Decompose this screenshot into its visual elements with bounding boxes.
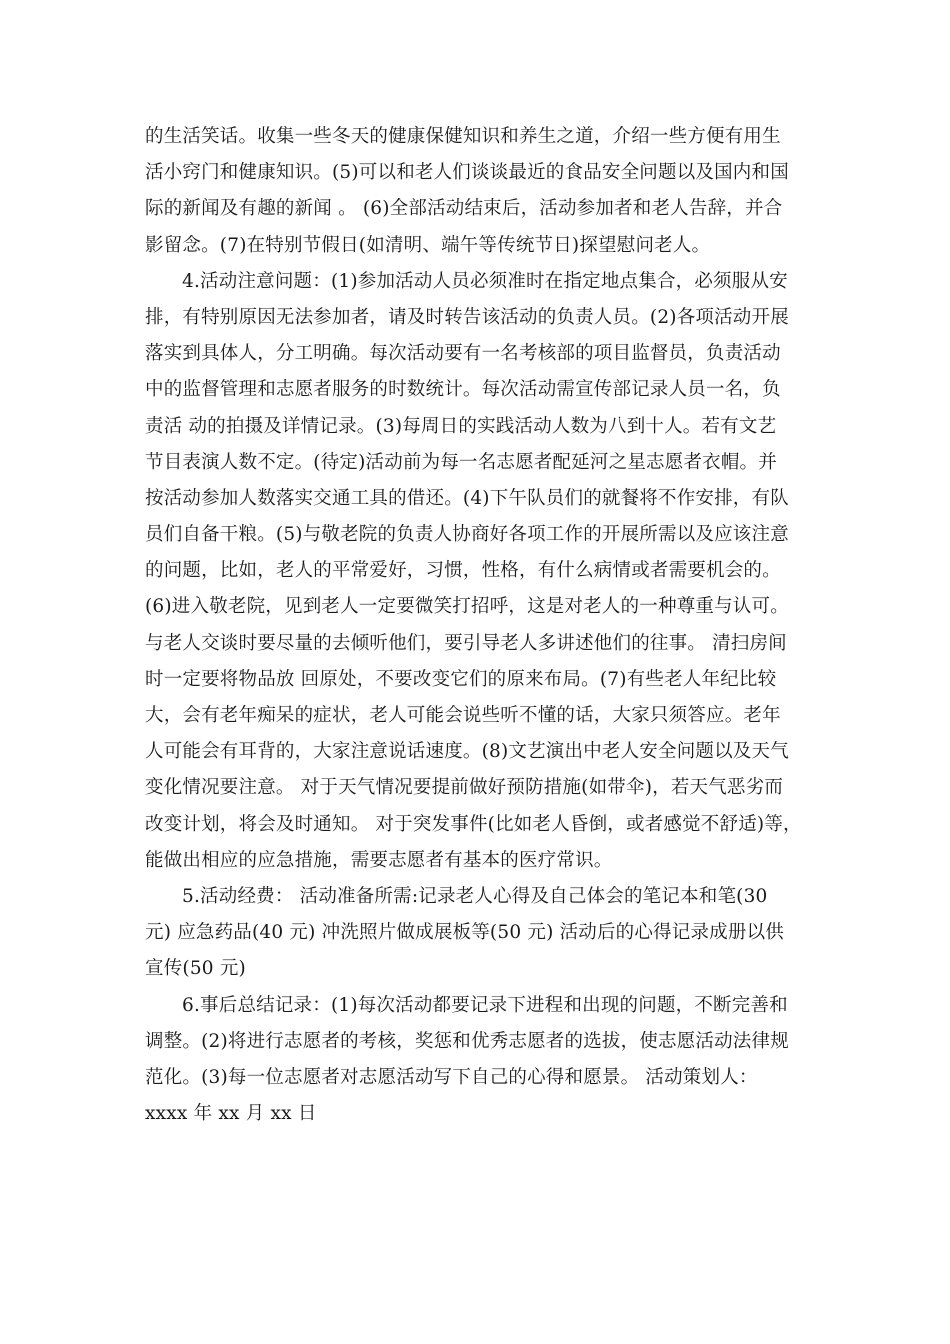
text-line: 按活动参加人数落实交通工具的借还。(4)下午队员们的就餐将不作安排，有队 <box>145 487 789 509</box>
text-line: 改变计划，将会及时通知。 对于突发事件(比如老人昏倒，或者感觉不舒适)等， <box>145 813 802 835</box>
paragraph-first-line: 4.活动注意问题：(1)参加活动人员必须准时在指定地点集合，必须服从安 <box>182 270 788 292</box>
text-line: 大，会有老年痴呆的症状，老人可能会说些听不懂的话，大家只须答应。老年 <box>145 705 781 726</box>
text-line: 宣传(50 元) <box>145 958 246 980</box>
text-line: 调整。(2)将进行志愿者的考核，奖惩和优秀志愿者的选拔，使志愿活动法律规 <box>145 1030 789 1052</box>
document-body <box>145 119 825 1132</box>
text-line: 的生活笑话。收集一些冬天的健康保健知识和养生之道，介绍一些方便有用生 <box>145 126 781 147</box>
text-line: 时一定要将物品放 回原处，不要改变它们的原来布局。(7)有些老人年纪比较 <box>145 668 777 690</box>
text-line: 节目表演人数不定。(待定)活动前为每一名志愿者配延河之星志愿者衣帽。并 <box>145 451 777 473</box>
text-line: 人可能会有耳背的，大家注意说话速度。(8)文艺演出中老人安全问题以及天气 <box>145 741 789 763</box>
text-line: 落实到具体人，分工明确。每次活动要有一名考核部的项目监督员，负责活动 <box>145 343 781 365</box>
text-line: 活小窍门和健康知识。(5)可以和老人们谈谈最近的食品安全问题以及国内和国 <box>145 162 789 184</box>
text-line: 的问题，比如，老人的平常爱好，习惯，性格，有什么病情或者需要机会的。 <box>145 560 781 582</box>
text-line: 员们自备干粮。(5)与敬老院的负责人协商好各项工作的开展所需以及应该注意 <box>145 524 789 546</box>
text-line: 际的新闻及有趣的新闻 。 (6)全部活动结束后，活动参加者和老人告辞，并合 <box>145 198 783 220</box>
text-line: 元) 应急药品(40 元) 冲洗照片做成展板等(50 元) 活动后的心得记录成册以供 <box>145 922 784 944</box>
paragraph-first-line: 5.活动经费： 活动准备所需:记录老人心得及自己体会的笔记本和笔(30 <box>182 885 768 907</box>
text-line: 能做出相应的应急措施，需要志愿者有基本的医疗常识。 <box>145 849 613 871</box>
text-line: 中的监督管理和志愿者服务的时数统计。每次活动需宣传部记录人员一名，负 <box>145 379 781 401</box>
text-line: 责活 动的拍摄及详情记录。(3)每周日的实践活动人数为八到十人。若有文艺 <box>145 415 777 437</box>
text-line: xxxx 年 xx 月 xx 日 <box>145 1103 317 1125</box>
text-line: 变化情况要注意。 对于天气情况要提前做好预防措施(如带伞)，若天气恶劣而 <box>145 777 784 799</box>
paragraph-first-line: 6.事后总结记录：(1)每次活动都要记录下进程和出现的问题，不断完善和 <box>182 994 788 1016</box>
text-line: (6)进入敬老院，见到老人一定要微笑打招呼，这是对老人的一种尊重与认可。 <box>145 596 789 618</box>
text-line: 排，有特别原因无法参加者，请及时转告该活动的负责人员。(2)各项活动开展 <box>145 306 789 328</box>
text-line: 范化。(3)每一位志愿者对志愿活动写下自己的心得和愿景。 活动策划人： <box>145 1066 758 1088</box>
text-line: 与老人交谈时要尽量的去倾听他们，要引导老人多讲述他们的往事。 清扫房间 <box>145 632 787 654</box>
text-line: 影留念。(7)在特别节假日(如清明、端午等传统节日)探望慰问老人。 <box>145 234 711 256</box>
